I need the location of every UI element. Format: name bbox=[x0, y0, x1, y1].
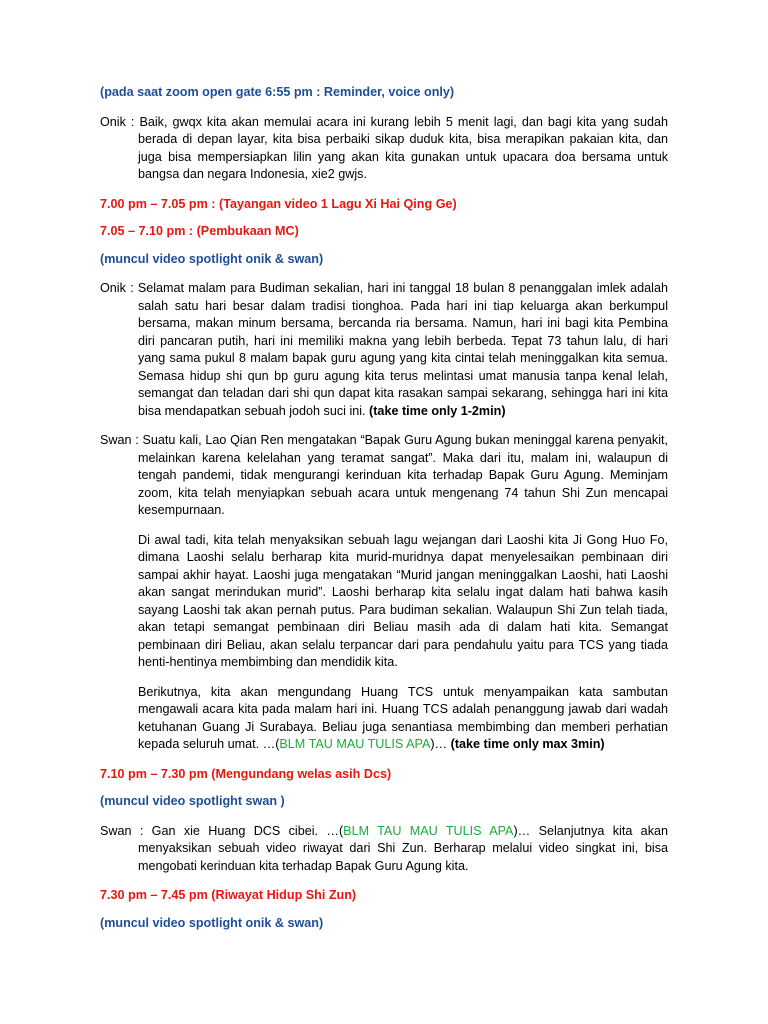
cue-invite-dcs: 7.10 pm – 7.30 pm (Mengundang welas asih Dcs) bbox=[100, 766, 392, 781]
paragraph-swan-huang-tcs-text: Berikutnya, kita akan mengundang Huang TCS untuk menyampaikan kata sambutan mengawali acara kita pada malam hari ini. Huang TCS adalah penanggung jawab dari wadah ketuhanan Guang Ji Surabaya. Beliau juga senantiasa membimbing dan memberi perhatian kepada seluruh umat. …( bbox=[138, 684, 668, 751]
paragraph-swan-laoshi: Di awal tadi, kita telah menyaksikan sebuah lagu wejangan dari Laoshi kita Ji Gong Huo Fo, dimana Laoshi selalu berharap kita murid-muridnya dapat menyelesaikan pembinaan diri sampai akhir hayat. Laoshi juga mengatakan “Murid jangan meninggalkan Laoshi, hati Laoshi akan sangat merindukan murid”. Laoshi berharap kita selalu ingat dalam hati bahwa kasih sayang Laoshi tak akan pernah putus. Para budiman sekalian. Walaupun Shi Zun telah tiada, akan tetapi semangat pembinaan diri Beliau masih ada di dalam hati kita. Semangat pembinaan diri Beliau, akan selalu terpancar dari para pendahulu yaitu para TCS yang tiada henti-hentinya membimbing dan mendidik kita. bbox=[138, 532, 668, 669]
paragraph-swan-huang-tcs-mid: )… bbox=[430, 737, 451, 751]
paragraph-swan-intro: Swan : Suatu kali, Lao Qian Ren mengatakan “Bapak Guru Agung bukan meninggal karena penyakit, melainkan karena kelelahan yang teramat sangat”. Maka dari itu, malam ini, walaupun di tengah pandemi, tidak mengurangi kerinduan kita terhadap Bapak Guru Agung. Meminjam zoom, kita telah menyiapkan sebuah acara untuk mengenang 74 tahun Shi Zun mencapai kesempurnaan. bbox=[100, 433, 668, 517]
cue-riwayat: 7.30 pm – 7.45 pm (Riwayat Hidup Shi Zun) bbox=[100, 888, 357, 902]
paragraph-swan-gan-xie-post: )… Selanjutnya kita akan menyaksikan sebuah video riwayat dari Shi Zun. Berharap melalui video singkat ini, bisa mengobati kerinduan kita terhadap Bapak Guru Agung kita. bbox=[138, 823, 668, 873]
placeholder-note-2: BLM TAU MAU TULIS APA bbox=[343, 823, 514, 838]
paragraph-onik-opening bbox=[100, 280, 668, 420]
cue-video-1: 7.00 pm – 7.05 pm : (Tayangan video 1 Lagu Xi Hai Qing Ge) bbox=[100, 196, 457, 211]
paragraph-swan-huang-tcs bbox=[138, 684, 668, 754]
cue-mc-opening: 7.05 – 7.10 pm : (Pembukaan MC) bbox=[100, 224, 299, 238]
paragraph-onik-reminder: Onik : Baik, gwqx kita akan memulai acara ini kurang lebih 5 menit lagi, dan bagi kita yang sudah berada di depan layar, kita bisa perbaiki sikap duduk kita, bisa merapikan pakaian kita, dan juga bisa mempersiapkan lilin yang akan kita gunakan untuk upacara doa bersama untuk bangsa dan negara Indonesia, xie2 gwjs. bbox=[100, 114, 668, 181]
time-note-1: (take time only 1-2min) bbox=[369, 403, 506, 418]
cue-zoom-open: (pada saat zoom open gate 6:55 pm : Reminder, voice only) bbox=[100, 85, 455, 99]
paragraph-onik-opening-text: Onik : Selamat malam para Budiman sekalian, hari ini tanggal 18 bulan 8 penanggalan imlek adalah salah satu hari besar dalam tradisi tionghoa. Pada hari ini tiap keluarga akan berkumpul bersama, makan minum bersama, bercanda ria bersama. Namun, hari ini bagi kita Pembina diri pancaran putih, hari ini memiliki makna yang lebih berbeda. Tepat 73 tahun lalu, di hari yang sama pukul 8 malam bapak guru agung yang kita cintai telah meninggalkan kita semua. Semasa hidup shi qun bp guru agung kita terus melintasi umat manusia tanpa kenal lelah, semangat dan teladan dari shi qun dapat kita rasakan sampai sekarang, sehingga hari ini kita bisa mendapatkan sebuah jodoh suci ini. bbox=[100, 281, 668, 418]
cue-spotlight-swan: (muncul video spotlight swan ) bbox=[100, 794, 285, 808]
cue-spotlight-onik-swan-2: (muncul video spotlight onik & swan) bbox=[100, 915, 324, 930]
cue-spotlight-onik-swan: (muncul video spotlight onik & swan) bbox=[100, 251, 324, 266]
time-note-2: (take time only max 3min) bbox=[450, 737, 605, 751]
paragraph-swan-gan-xie bbox=[100, 823, 668, 876]
placeholder-note-1: BLM TAU MAU TULIS APA bbox=[279, 737, 431, 751]
paragraph-swan-gan-xie-pre: Swan : Gan xie Huang DCS cibei. …( bbox=[100, 823, 344, 838]
